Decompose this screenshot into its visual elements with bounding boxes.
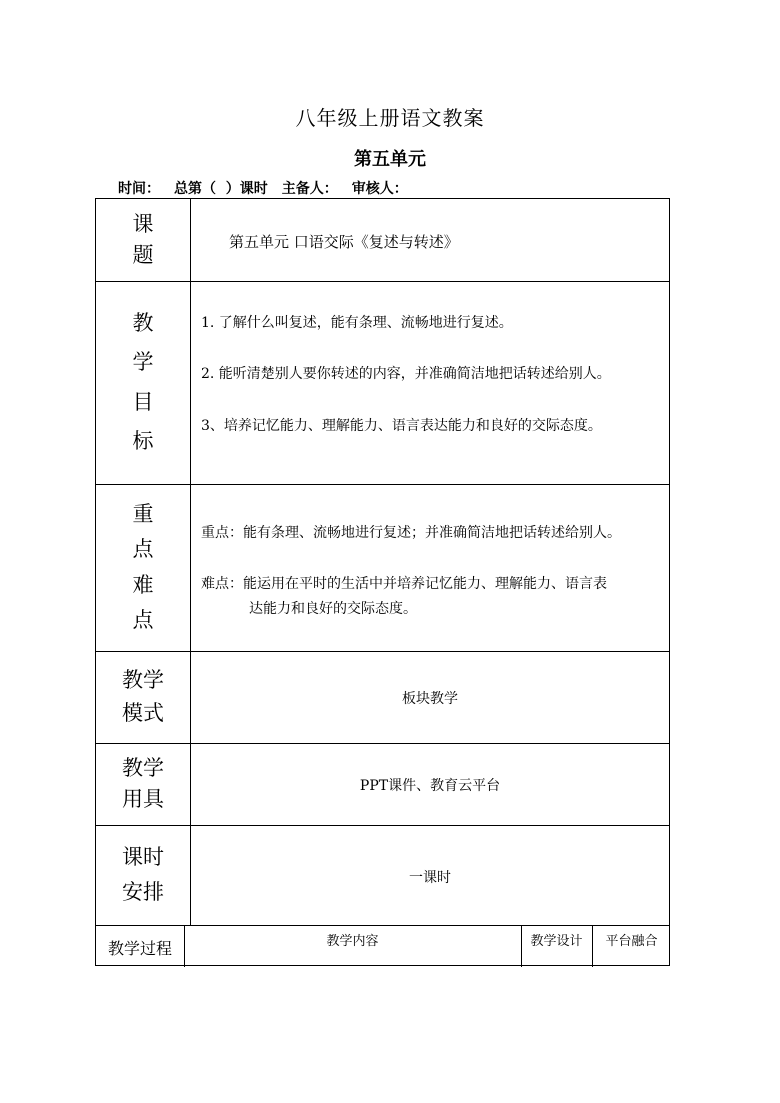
label-char: 点	[132, 537, 154, 562]
label-char: 教学	[122, 755, 164, 780]
tools-content: PPT课件、教育云平台	[359, 778, 501, 794]
label-char: 目	[132, 389, 154, 414]
label-objectives	[96, 281, 190, 484]
label-char: 教学	[122, 667, 164, 692]
meta-lesson: 总第（ ）课时	[174, 181, 268, 197]
label-key-points	[96, 484, 190, 651]
label-char: 题	[132, 242, 154, 267]
lesson-plan-table	[95, 198, 670, 966]
meta-time: 时间：	[118, 181, 160, 197]
unit-title: 第五单元	[354, 149, 426, 170]
label-mode	[96, 651, 190, 743]
row-divider	[96, 925, 669, 926]
label-char: 用具	[122, 787, 164, 812]
objective-item: 1. 了解什么叫复述，能有条理、流畅地进行复述。	[201, 315, 513, 331]
label-char: 教	[132, 311, 154, 336]
label-char: 难	[132, 572, 154, 597]
label-topic	[96, 199, 190, 281]
label-schedule	[96, 825, 190, 925]
label-char: 学	[132, 350, 154, 375]
meta-reviewer: 审核人：	[351, 181, 408, 197]
label-char: 点	[132, 607, 154, 632]
label-char: 重	[132, 502, 154, 527]
column-header-design: 教学设计	[530, 934, 583, 949]
label-char: 安排	[122, 880, 164, 904]
column-header-platform: 平台融合	[605, 934, 658, 949]
label-char: 模式	[122, 701, 164, 726]
label-char: 课时	[122, 845, 164, 869]
label-teaching-process: 教学过程	[107, 938, 172, 958]
document-title: 八年级上册语文教案	[295, 106, 485, 130]
label-tools	[96, 743, 190, 825]
difficulty-point-continued: 达能力和良好的交际态度。	[249, 601, 417, 617]
column-divider	[190, 199, 191, 925]
label-char: 课	[132, 212, 154, 237]
column-header-content: 教学内容	[326, 934, 379, 949]
mode-content: 板块教学	[402, 691, 458, 707]
objective-item: 3、培养记忆能力、理解能力、语言表达能力和良好的交际态度。	[201, 418, 602, 434]
topic-content: 第五单元 口语交际《复述与转述》	[229, 233, 459, 251]
objective-item: 2. 能听清楚别人要你转述的内容，并准确简洁地把话转述给别人。	[201, 366, 611, 382]
label-char: 标	[132, 428, 154, 453]
schedule-content: 一课时	[409, 870, 451, 886]
meta-preparer: 主备人：	[281, 181, 338, 197]
key-point: 重点：能有条理、流畅地进行复述；并准确简洁地把话转述给别人。	[201, 525, 621, 541]
difficulty-point: 难点：能运用在平时的生活中并培养记忆能力、理解能力、语言表	[201, 576, 607, 592]
meta-line	[118, 178, 422, 198]
